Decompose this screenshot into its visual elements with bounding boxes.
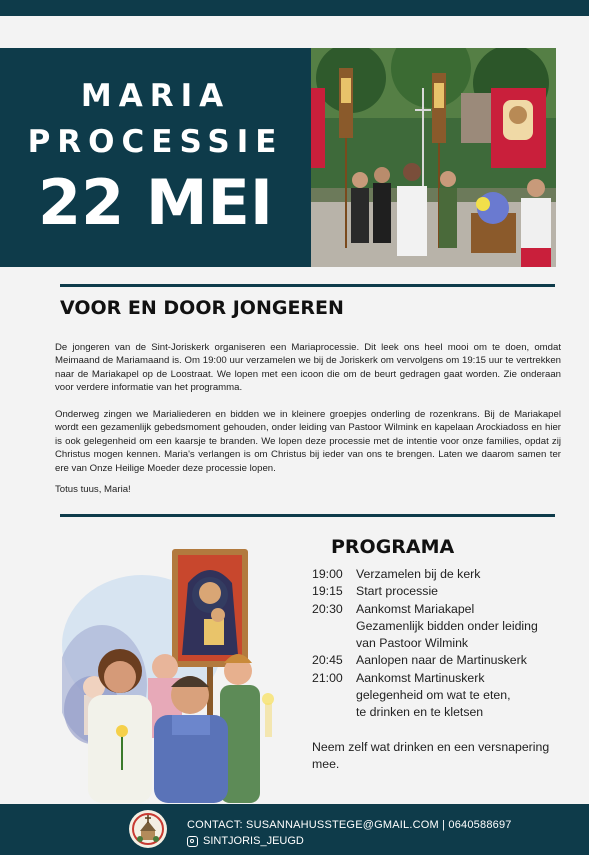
program-item-text: Aankomst Mariakapel Gezamenlijk bidden onder leiding van Pastoor Wilmink	[356, 601, 538, 651]
program-item	[312, 583, 572, 600]
hero-title-maria: MARIA	[80, 78, 231, 114]
program-item	[312, 601, 572, 653]
contact-info: CONTACT: SUSANNAHUSSTEGE@GMAIL.COM | 0640588697	[187, 819, 512, 831]
program-item-text: Aanlopen naar de Martinuskerk	[356, 653, 527, 668]
top-bar	[0, 0, 589, 16]
instagram-icon	[187, 836, 198, 847]
program-item-time: 19:00	[312, 567, 343, 581]
intro-paragraph-1: De jongeren van de Sint-Joriskerk organiseren een Mariaprocessie. Dit leek ons heel mooi om te doen, omdat Meimaand de Mariamaand is. Om 19:00 uur verzamelen we bij de Joriskerk om vervolgens om 19:15 uur te vertrekken naar de Mariakapel op de Loostraat. We lopen met een icoon die om de beurt gedragen gaat worden. Zie onderaan voor verdere informatie van het programma.	[55, 342, 561, 394]
intro-paragraph-2: Onderweg zingen we Marialiederen en bidden we in kleinere groepjes onderling de rozenkrans. Bij de Mariakapel wordt een gezamenlijk gebedsmoment gehouden, onder leiding van Pastoor Wilmink en kapelaan Arockiadoss en hier is ook gelegenheid om een kaarsje te branden. We lopen deze processie met de intentie voor onze families, opdat zij Christus mogen kennen. Maria's verlangen is om Christus bij ieder van ons te brengen. Laten we daarom samen ter ere van Onze Heilige Moeder deze processie lopen.	[55, 409, 561, 474]
intro-closing: Totus tuus, Maria!	[55, 484, 131, 495]
program-item-time: 20:45	[312, 653, 343, 668]
hero-title-processie: PROCESSIE	[27, 124, 284, 160]
program-item-time: 19:15	[312, 584, 343, 599]
instagram-handle[interactable]: SINTJORIS_JEUGD	[203, 835, 304, 847]
divider-top	[60, 284, 555, 287]
hero-date: 22 MEI	[38, 166, 273, 239]
divider-bottom	[60, 514, 555, 517]
program-item-time: 21:00	[312, 670, 343, 685]
program-item-text: Verzamelen bij de kerk	[356, 567, 481, 581]
instagram-handle-row[interactable]	[187, 835, 304, 847]
procession-photo	[311, 48, 556, 267]
procession-illustration	[62, 545, 302, 803]
program-title: PROGRAMA	[331, 536, 455, 558]
hero-title-block	[0, 48, 311, 267]
program-item	[312, 566, 572, 583]
program-list	[312, 566, 572, 722]
parish-logo	[128, 809, 168, 849]
program-item	[312, 652, 572, 669]
program-item-text: Aankomst Martinuskerk gelegenheid om wat te eten, te drinken en te kletsen	[356, 670, 511, 720]
program-item-text: Start processie	[356, 584, 439, 599]
program-item	[312, 670, 572, 722]
section-title: VOOR EN DOOR JONGEREN	[60, 297, 344, 319]
program-note: Neem zelf wat drinken en een versnapering mee.	[312, 740, 550, 772]
program-item-time: 20:30	[312, 601, 343, 616]
